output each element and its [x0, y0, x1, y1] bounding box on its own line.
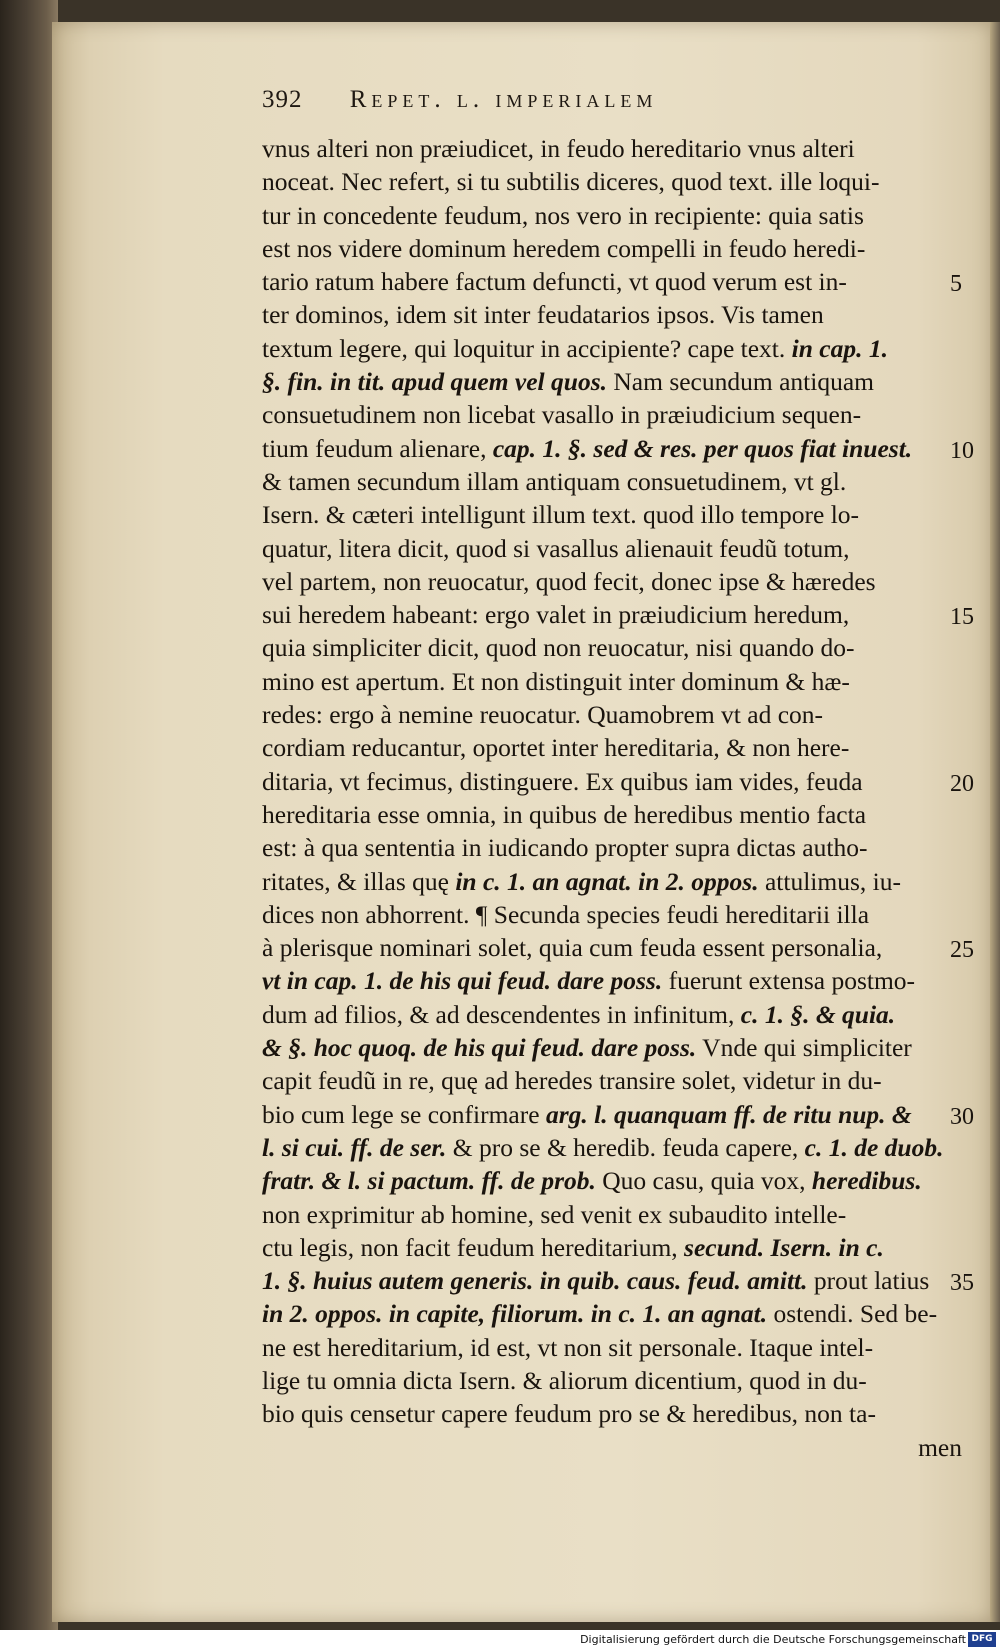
text-line — [262, 731, 962, 764]
text-line — [262, 565, 962, 598]
text-line — [262, 765, 962, 798]
line-text: quatur, litera dicit, quod si vasallus alienauit feudũ totum, — [262, 533, 850, 563]
text-line — [262, 498, 962, 531]
line-text: & pro se & heredib. feuda capere, — [446, 1132, 805, 1162]
citation-text: vt in cap. 1. de his qui feud. dare poss. — [262, 966, 663, 996]
text-line — [262, 1431, 962, 1464]
text-line — [262, 665, 962, 698]
text-line — [262, 398, 962, 431]
line-text: ter dominos, idem sit inter feudatarios ipsos. Vis tamen — [262, 300, 824, 330]
text-line — [262, 1098, 962, 1131]
margin-line-number: 10 — [950, 437, 974, 464]
text-line — [262, 1231, 962, 1264]
margin-line-number: 15 — [950, 604, 974, 631]
line-text: vel partem, non reuocatur, quod fecit, donec ipse & hæredes — [262, 566, 876, 596]
citation-text: cap. 1. §. sed & res. per quos fiat inuest. — [492, 433, 913, 463]
line-text: bio quis censetur capere feudum pro se & heredibus, non ta- — [262, 1399, 876, 1429]
margin-line-number: 35 — [950, 1270, 974, 1297]
line-text: & tamen secundum illam antiquam consuetudinem, vt gl. — [262, 466, 847, 496]
line-text: est: à qua sententia in iudicando propter supra dictas autho- — [262, 833, 868, 863]
body-text — [262, 132, 962, 1464]
text-line — [262, 964, 962, 997]
text-line — [262, 1264, 962, 1297]
text-line — [262, 1297, 962, 1330]
line-text: tium feudum alienare, — [262, 433, 493, 463]
citation-text: 1. §. huius autem generis. in quib. caus. feud. amitt. — [262, 1266, 808, 1296]
text-line — [262, 898, 962, 931]
text-line — [262, 1331, 962, 1364]
text-line — [262, 1364, 962, 1397]
line-text: non exprimitur ab homine, sed venit ex subaudito intelle- — [262, 1199, 847, 1229]
line-text: ne est hereditarium, id est, vt non sit personale. Itaque intel- — [262, 1332, 874, 1362]
text-line — [262, 332, 962, 365]
line-text: dices non abhorrent. ¶ Secunda species feudi hereditarii illa — [262, 899, 870, 929]
line-text: attulimus, iu- — [758, 866, 901, 896]
citation-text: secund. Isern. in c. — [684, 1232, 884, 1262]
line-text: à plerisque nominari solet, quia cum feuda essent personalia, — [262, 933, 883, 963]
funding-credit: Digitalisierung gefördert durch die Deutsche Forschungsgemeinschaft — [580, 1633, 966, 1646]
line-text: mino est apertum. Et non distinguit inter dominum & hæ- — [262, 666, 850, 696]
citation-text: c. 1. de duob. — [804, 1132, 944, 1162]
text-line — [262, 631, 962, 664]
line-text: ctu legis, non facit feudum hereditarium, — [262, 1232, 685, 1262]
text-line — [262, 465, 962, 498]
margin-line-number: 20 — [950, 770, 974, 797]
running-header — [262, 86, 822, 114]
margin-line-number: 5 — [950, 271, 962, 298]
text-line — [262, 831, 962, 864]
line-text: dum ad filios, & ad descendentes in infinitum, — [262, 999, 741, 1029]
digitization-footer — [0, 1630, 1000, 1651]
line-text: Vnde qui simpliciter — [696, 1033, 912, 1063]
line-text: Quo casu, quia vox, — [595, 1166, 812, 1196]
citation-text: heredibus. — [811, 1166, 922, 1196]
line-text: redes: ergo à nemine reuocatur. Quamobrem vt ad con- — [262, 700, 824, 730]
text-line — [262, 1397, 962, 1430]
text-line — [262, 698, 962, 731]
text-line — [262, 165, 962, 198]
line-text: est nos videre dominum heredem compelli in feudo heredi- — [262, 233, 866, 263]
line-text: vnus alteri non præiudicet, in feudo hereditario vnus alteri — [262, 134, 855, 163]
book-spine — [0, 0, 58, 1651]
citation-text: & §. hoc quoq. de his qui feud. dare poss. — [262, 1033, 697, 1063]
text-line — [262, 865, 962, 898]
line-text: ritates, & illas quę — [262, 866, 456, 896]
text-line — [262, 931, 962, 964]
text-line — [262, 1164, 962, 1197]
dfg-logo-icon: DFG — [968, 1632, 996, 1647]
line-text: cordiam reducantur, oportet inter hereditaria, & non here- — [262, 733, 850, 763]
line-text: prout latius — [807, 1266, 930, 1296]
line-text: quia simpliciter dicit, quod non reuocatur, nisi quando do- — [262, 633, 855, 663]
line-text: Isern. & cæteri intelligunt illum text. quod illo tempore lo- — [262, 500, 860, 530]
text-line — [262, 1064, 962, 1097]
line-text: hereditaria esse omnia, in quibus de heredibus mentio facta — [262, 799, 867, 829]
line-text: fuerunt extensa postmo- — [662, 966, 916, 996]
citation-text: arg. l. quanquam ff. de ritu nup. & — [545, 1099, 912, 1129]
citation-text: fratr. & l. si pactum. ff. de prob. — [262, 1166, 596, 1196]
page-number: 392 — [262, 86, 303, 113]
text-line — [262, 1198, 962, 1231]
line-text: sui heredem habeant: ergo valet in præiudicium heredum, — [262, 600, 850, 630]
text-line — [262, 432, 962, 465]
margin-line-number: 25 — [950, 937, 974, 964]
line-text: tario ratum habere factum defuncti, vt quod verum est in- — [262, 267, 847, 297]
line-text: men — [918, 1432, 962, 1462]
line-text: noceat. Nec refert, si tu subtilis diceres, quod text. ille loqui- — [262, 167, 880, 197]
margin-line-number: 30 — [950, 1103, 974, 1130]
text-line — [262, 598, 962, 631]
text-line — [262, 532, 962, 565]
line-text: ostendi. Sed be- — [767, 1299, 938, 1329]
text-line — [262, 1131, 962, 1164]
text-line — [262, 232, 962, 265]
line-text: tur in concedente feudum, nos vero in recipiente: quia satis — [262, 200, 864, 230]
citation-text: §. fin. in tit. apud quem vel quos. — [262, 367, 607, 397]
line-text: capit feudũ in re, quę ad heredes transire solet, videtur in du- — [262, 1066, 882, 1096]
line-text: bio cum lege se confirmare — [262, 1099, 546, 1129]
citation-text: in cap. 1. — [791, 333, 888, 363]
citation-text: in 2. oppos. in capite, filiorum. in c. 1. an agnat. — [262, 1299, 768, 1329]
line-text: Nam secundum antiquam — [607, 367, 874, 397]
citation-text: in c. 1. an agnat. in 2. oppos. — [455, 866, 759, 896]
line-text: textum legere, qui loquitur in accipiente? cape text. — [262, 333, 792, 363]
text-line — [262, 365, 962, 398]
text-line — [262, 265, 962, 298]
text-line — [262, 199, 962, 232]
text-line — [262, 132, 962, 165]
page-edge — [990, 22, 1000, 1622]
citation-text: l. si cui. ff. de ser. — [262, 1132, 447, 1162]
line-text: lige tu omnia dicta Isern. & aliorum dicentium, quod in du- — [262, 1365, 867, 1395]
line-text: consuetudinem non licebat vasallo in præiudicium sequen- — [262, 400, 862, 430]
running-title: Repet. l. imperialem — [349, 86, 658, 113]
text-line — [262, 1031, 962, 1064]
text-line — [262, 998, 962, 1031]
line-text: ditaria, vt fecimus, distinguere. Ex quibus iam vides, feuda — [262, 766, 863, 796]
text-line — [262, 798, 962, 831]
citation-text: c. 1. §. & quia. — [740, 999, 896, 1029]
text-line — [262, 298, 962, 331]
